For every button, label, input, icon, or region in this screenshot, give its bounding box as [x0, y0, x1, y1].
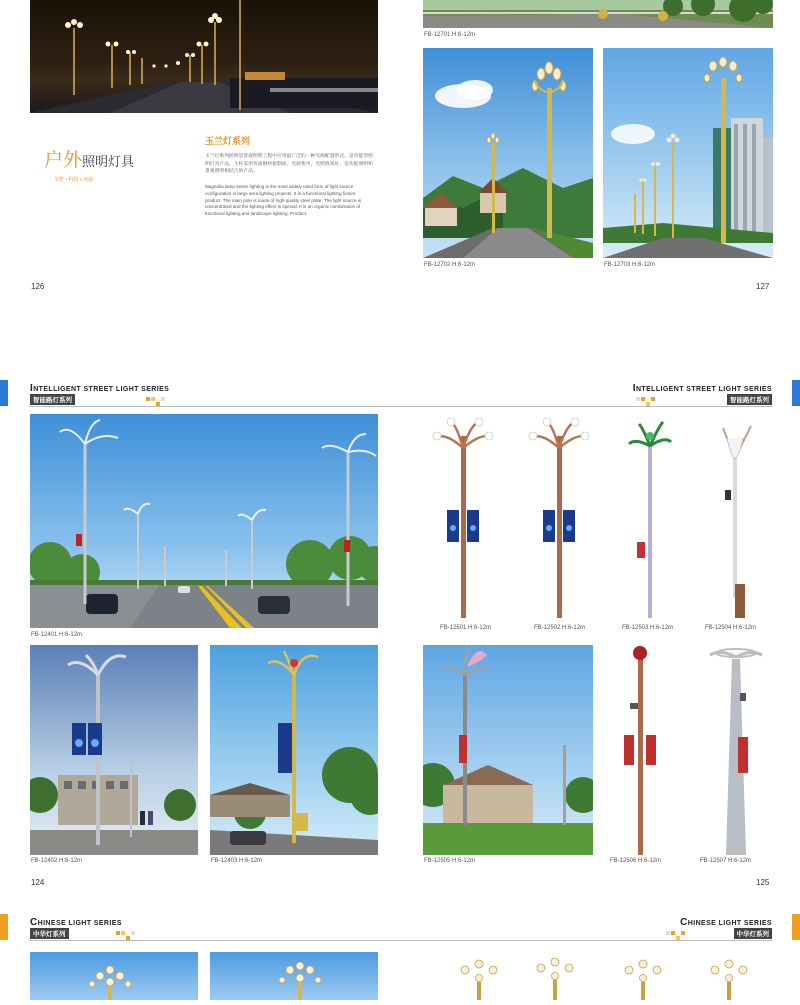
chinese-lamp-cutouts [423, 952, 773, 1000]
chinese-series-header-left [0, 914, 400, 944]
product-row-bottom [600, 645, 773, 855]
caption-fb-12504: FB-12504 H:6-12m [705, 625, 757, 631]
intelligent-series-title-en-left: INTELLIGENT STREET LIGHT SERIES [30, 383, 170, 394]
riverside-street-photo [423, 0, 773, 28]
magnolia-lamp-photo-1 [423, 48, 593, 258]
smart-lamp-photo-12402 [30, 645, 198, 855]
chinese-series-title-en-right: CHINESE LIGHT SERIES [680, 917, 772, 928]
night-street-photo [30, 0, 378, 113]
page-number-126: 126 [31, 282, 45, 291]
caption-fb-12506: FB-12506 H:6-12m [610, 858, 662, 864]
caption-fb-12703: FB-12703 H:6-12m [604, 262, 656, 268]
title-rest: 照明灯具 [82, 154, 135, 169]
caption-fb-12402: FB-12402 H:6-12m [31, 858, 83, 864]
smart-lamp-photo-12505 [423, 645, 593, 855]
chinese-series-title-cn-right: 中华灯系列 [734, 928, 773, 939]
chinese-series-header-right [400, 914, 800, 944]
caption-fb-12503: FB-12503 H:6-12m [622, 625, 674, 631]
body-text-en: Magnolia lamp series lighting is the most widely used form of light source configuration in large area lighting projects. It is a functional lighting fixture product. The main pole is made of high-quality steel plate. The light source is concentrated and the lighting effect is special. It is an organic combination of functional lighting and landscape lighting. Product. [205, 184, 362, 217]
caption-fb-12702: FB-12702 H:6-12m [424, 262, 476, 268]
intelligent-series-header-right [400, 380, 800, 410]
title-subtitle: 节能 • 科技 • 环保 [54, 177, 94, 183]
page-number-127: 127 [756, 282, 770, 291]
title-block [44, 150, 184, 183]
section-heading: 玉兰灯系列 [205, 136, 251, 146]
caption-fb-12502: FB-12502 H:6-12m [534, 625, 586, 631]
caption-fb-12507: FB-12507 H:6-12m [700, 858, 752, 864]
chinese-series-title-en-left: CHINESE LIGHT SERIES [30, 917, 122, 928]
intelligent-series-title-en-right: INTELLIGENT STREET LIGHT SERIES [632, 383, 772, 394]
caption-fb-12401: FB-12401 H:6-12m [31, 632, 83, 638]
caption-fb-12403: FB-12403 H:6-12m [211, 858, 263, 864]
body-text-cn: 玉兰灯系列照明是景观照明工程中应用最广泛的一种光源配置形式。是功能型照明灯具产品，主杆采用优质钢材板制成，光源集中，光照效果好，是功能照明和景观照明相结合的产品。 [205, 154, 373, 175]
intelligent-series-title-cn-left: 智能路灯系列 [30, 394, 75, 405]
intelligent-series-title-cn-right: 智能路灯系列 [727, 394, 772, 405]
chinese-lamp-photo-2 [210, 952, 378, 1000]
magnolia-lamp-photo-2 [603, 48, 773, 258]
caption-fb-12701: FB-12701 H:6-12m [424, 32, 476, 38]
page-number-124: 124 [31, 878, 45, 887]
caption-fb-12501: FB-12501 H:6-12m [440, 625, 492, 631]
chinese-lamp-photo-1 [30, 952, 198, 1000]
title-highlight: 户外 [44, 150, 83, 171]
chinese-series-title-cn-left: 中华灯系列 [30, 928, 69, 939]
smart-lamp-photo-12403 [210, 645, 378, 855]
product-row-top [423, 418, 773, 618]
caption-fb-12505: FB-12505 H:6-12m [424, 858, 476, 864]
smart-street-photo-main [30, 414, 378, 628]
intelligent-series-header-left [0, 380, 400, 410]
page-number-125: 125 [756, 878, 770, 887]
